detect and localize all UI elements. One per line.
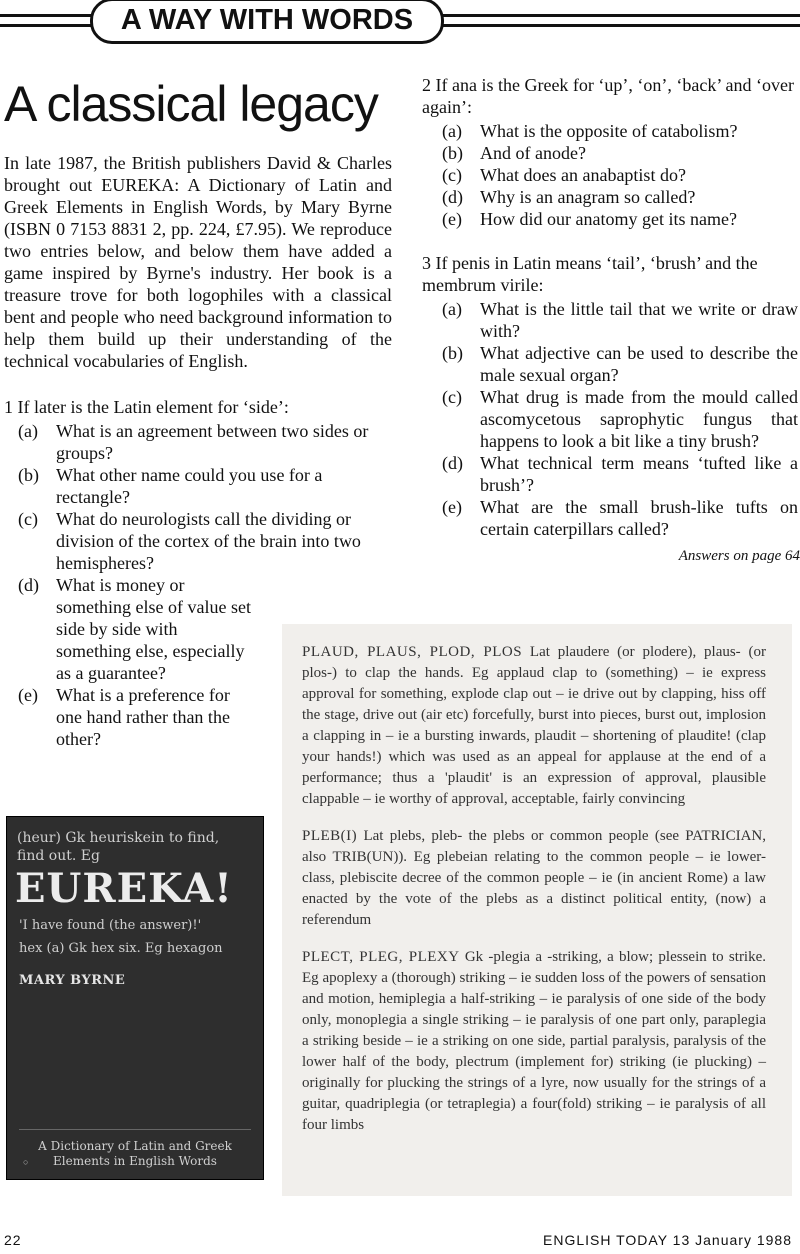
question-text: What is the little tail that we write or draw with? xyxy=(480,299,798,341)
entry-body: Lat plaudere (or plodere), plaus- (or plos-) to clap the hands. Eg applaud clap to (something) – ie express approval for something, explode clap out – ie drive out by clapping, hiss off the stage, drive out (air etc) forcefully, burst into pieces, burst out, implosion a clapping in – ie a bursting inwards, plaudit – shortening of plaudite! (clap your hands!) which was used as an appeal for applause at the end of a performance; thus a 'plaudit' is an expression of approval, plausible clappable – ie worthy of approval, acceptable, fairly convincing xyxy=(302,644,766,807)
question-item xyxy=(422,208,800,230)
entry-headword: PLEB(I) xyxy=(302,828,358,844)
question-text: Why is an anagram so called? xyxy=(480,187,696,207)
page-number: 22 xyxy=(4,1232,22,1248)
question-label: (e) xyxy=(18,685,38,705)
section-header xyxy=(0,0,800,44)
question-label: (a) xyxy=(18,421,38,441)
question-item xyxy=(0,464,392,508)
entry-body: Gk -plegia a -striking, a blow; plessein to strike. Eg apoplexy a (thorough) striking – ie sudden loss of the powers of sensation and motion, hemiplegia a half-striking – ie paralysis of one side of the body only, monoplegia a single striking – ie paralysis of one part only, paraplegia a striking beside – ie a striking on one side, partial paralysis, paralysis of the lower half of the body, plectrum (implement for) striking (ie plucking) – originally for plucking the strings of a lyre, now usually for the strings of a guitar, quadriplegia (or tetraplegia) a four(fold) striking – ie paralysis of all four limbs xyxy=(302,949,767,1133)
publisher-mark-icon: ○ xyxy=(23,1157,29,1167)
entry-body: Lat plebs, pleb- the plebs or common people (see PATRICIAN, also TRIB(UN)). Eg plebeian relating to the common people – ie lower-class, plebiscite decree of the common people – ie (in ancient Rome) a law enacted by the vote of the plebs as a distinct political entity, (now) a referendum xyxy=(302,828,766,928)
question-label: (b) xyxy=(18,465,39,485)
question-text: What does an anabaptist do? xyxy=(480,165,686,185)
article-headline: A classical legacy xyxy=(4,76,378,132)
question-label: (d) xyxy=(18,575,39,595)
journal-issue: ENGLISH TODAY 13 January 1988 xyxy=(543,1232,792,1248)
section-title: A WAY WITH WORDS xyxy=(90,0,444,44)
answers-note: Answers on page 64 xyxy=(678,548,800,564)
question-item xyxy=(0,420,392,464)
book-cover-image xyxy=(6,816,264,1180)
cover-subtitle: A Dictionary of Latin and Greek Elements in English Words xyxy=(38,1139,232,1168)
question-text: How did our anatomy get its name? xyxy=(480,209,737,229)
right-column xyxy=(422,74,800,587)
question-text: What other name could you use for a rectangle? xyxy=(56,465,323,507)
question-intro: 1 If later is the Latin element for ‘side’: xyxy=(4,397,289,417)
cover-author: MARY BYRNE xyxy=(19,973,126,988)
question-text: And of anode? xyxy=(480,143,586,163)
question-text: What technical term means ‘tufted like a brush’? xyxy=(480,453,798,495)
dictionary-entry xyxy=(302,947,766,1136)
question-item xyxy=(422,452,800,496)
question-item xyxy=(422,298,800,342)
question-label: (e) xyxy=(442,209,462,229)
question-text: What is the opposite of catabolism? xyxy=(480,121,738,141)
question-label: (c) xyxy=(442,387,462,407)
question-label: (d) xyxy=(442,187,463,207)
question-label: (a) xyxy=(442,121,462,141)
question-text: What is an agreement between two sides or groups? xyxy=(56,421,369,463)
question-item xyxy=(422,342,800,386)
question-text: What drug is made from the mould called ascomycetous saprophytic fungus that happens to look a bit like a tiny brush? xyxy=(480,387,798,451)
question-label: (a) xyxy=(442,299,462,319)
question-label: (e) xyxy=(442,497,462,517)
page-footer xyxy=(0,1232,800,1252)
cover-hex-line: hex (a) Gk hex six. Eg hexagon xyxy=(19,941,223,956)
question-item xyxy=(422,386,800,452)
question-text: What is a preference for one hand rather than the other? xyxy=(56,685,230,749)
question-text: What adjective can be used to describe the male sexual organ? xyxy=(480,343,798,385)
dictionary-entry xyxy=(302,826,766,931)
article-intro: In late 1987, the British publishers David & Charles brought out EUREKA: A Dictionary of Latin and Greek Elements in English Words, by Mary Byrne (ISBN 0 7153 8831 2, pp. 224, £7.95). We reproduce two entries below, and below them have added a game inspired by Byrne's industry. Her book is a treasure trove for both logophiles with a classical bent and people who need background information to help them build up their understanding of the technical vocabularies of English. xyxy=(4,153,392,371)
question-item xyxy=(422,186,800,208)
question-text: What are the small brush-like tufts on certain caterpillars called? xyxy=(480,497,798,539)
question-text: What do neurologists call the dividing or division of the cortex of the brain into two hemispheres? xyxy=(56,509,361,573)
cover-translation: 'I have found (the answer)!' xyxy=(19,918,202,933)
entry-headword: PLAUD, PLAUS, PLOD, PLOS xyxy=(302,644,523,660)
question-label: (c) xyxy=(442,165,462,185)
question-label: (c) xyxy=(18,509,38,529)
dictionary-entry xyxy=(302,642,766,810)
question-label: (d) xyxy=(442,453,463,473)
question-item xyxy=(422,120,800,142)
dictionary-excerpt xyxy=(282,624,792,1196)
question-item xyxy=(422,496,800,540)
question-intro: 3 If penis in Latin means ‘tail’, ‘brush’ and the membrum virile: xyxy=(422,253,758,295)
question-block-2 xyxy=(422,74,800,230)
question-intro: 2 If ana is the Greek for ‘up’, ‘on’, ‘back’ and ‘over again’: xyxy=(422,75,794,117)
question-text: What is money or something else of value set side by side with something else, especially as a guarantee? xyxy=(56,575,251,683)
question-block-3 xyxy=(422,252,800,565)
question-item xyxy=(422,142,800,164)
entry-headword: PLECT, PLEG, PLEXY xyxy=(302,949,460,965)
cover-rule xyxy=(19,1129,251,1130)
question-label: (b) xyxy=(442,343,463,363)
cover-title: EUREKA! xyxy=(15,865,233,912)
cover-definition-line: (heur) Gk heuriskein to find, find out. Eg xyxy=(17,830,220,864)
question-item xyxy=(0,508,392,574)
question-item xyxy=(422,164,800,186)
question-label: (b) xyxy=(442,143,463,163)
